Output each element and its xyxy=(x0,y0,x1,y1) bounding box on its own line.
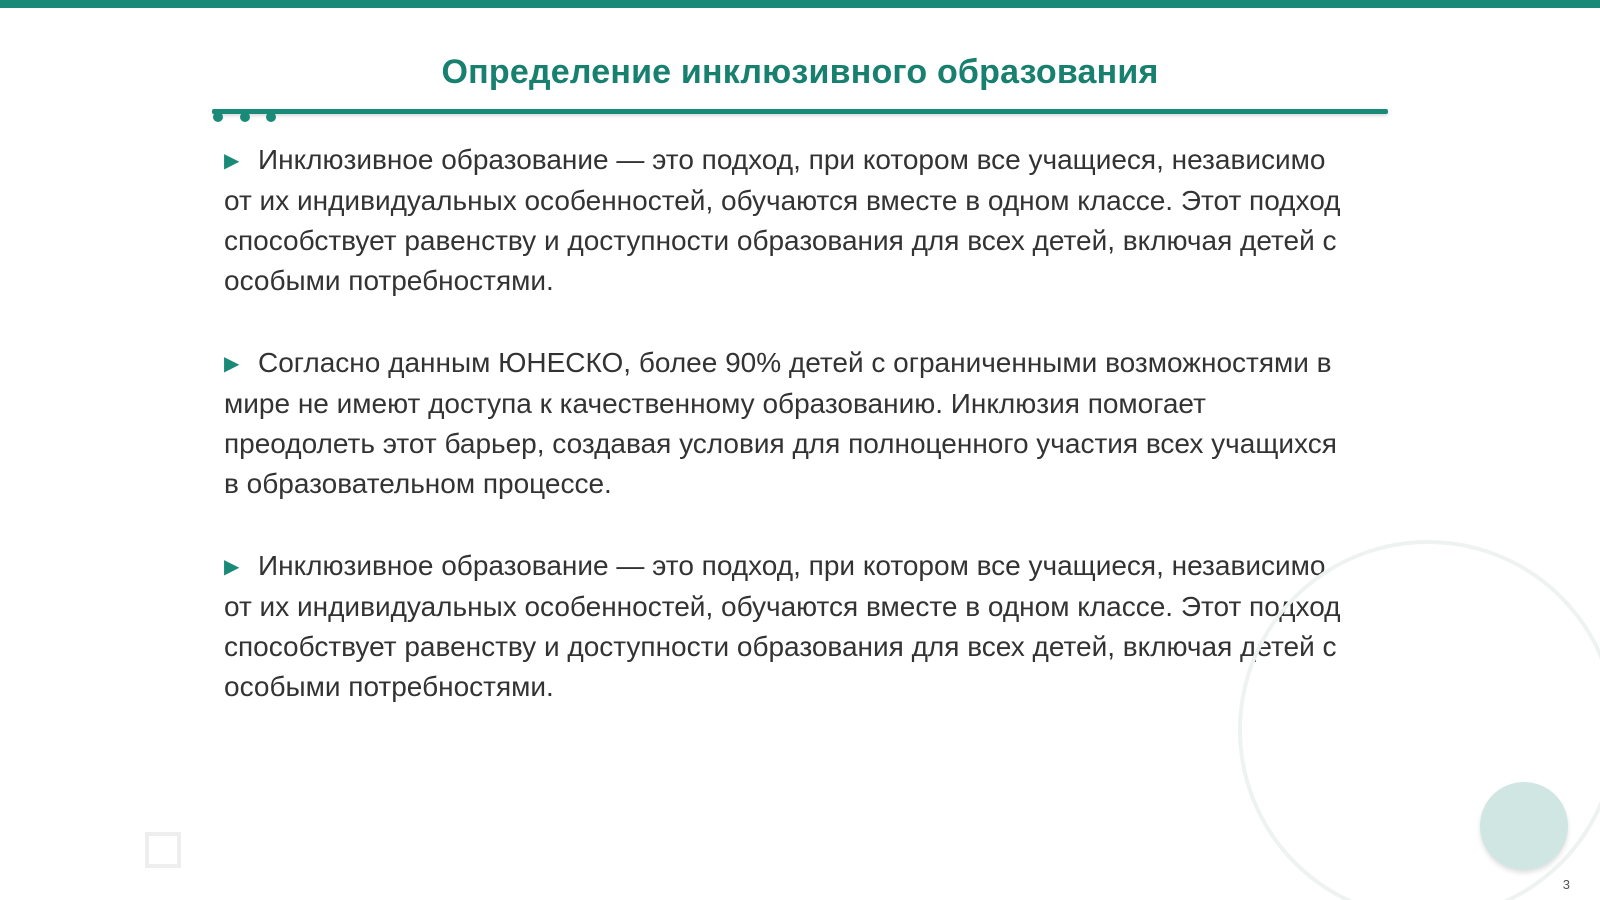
bullet-text: Инклюзивное образование — это подход, при котором все учащиеся, независимо от их индивидуальных особенностей, обучаются вместе в одном классе. Этот подход способствует равенству и доступности образования для всех детей, включая детей с особыми потребностями. xyxy=(224,550,1341,702)
decorative-square xyxy=(145,832,181,868)
decorative-circle xyxy=(1480,782,1568,870)
bullet-text: Согласно данным ЮНЕСКО, более 90% детей с ограниченными возможностями в мире не имеют доступа к качественному образованию. Инклюзия помогает преодолеть этот барьер, создавая условия для полноценного участия всех учащихся в образовательном процессе. xyxy=(224,347,1337,499)
decorative-dot xyxy=(266,112,276,122)
top-accent-bar xyxy=(0,0,1600,8)
bullet-text: Инклюзивное образование — это подход, при котором все учащиеся, независимо от их индивидуальных особенностей, обучаются вместе в одном классе. Этот подход способствует равенству и доступности образования для всех детей, включая детей с особыми потребностями. xyxy=(224,144,1341,296)
triangle-bullet-icon: ▶ xyxy=(224,150,240,172)
decorative-dot xyxy=(240,112,250,122)
decorative-dot xyxy=(213,112,223,122)
bullet-list xyxy=(224,140,1344,749)
triangle-bullet-icon: ▶ xyxy=(224,556,240,578)
bullet-item xyxy=(224,343,1344,504)
triangle-bullet-icon: ▶ xyxy=(224,353,240,375)
bullet-item xyxy=(224,546,1344,707)
title-underline xyxy=(212,109,1388,114)
slide-title: Определение инклюзивного образования xyxy=(441,53,1159,91)
bullet-item xyxy=(224,140,1344,301)
page-number: 3 xyxy=(1562,877,1570,892)
